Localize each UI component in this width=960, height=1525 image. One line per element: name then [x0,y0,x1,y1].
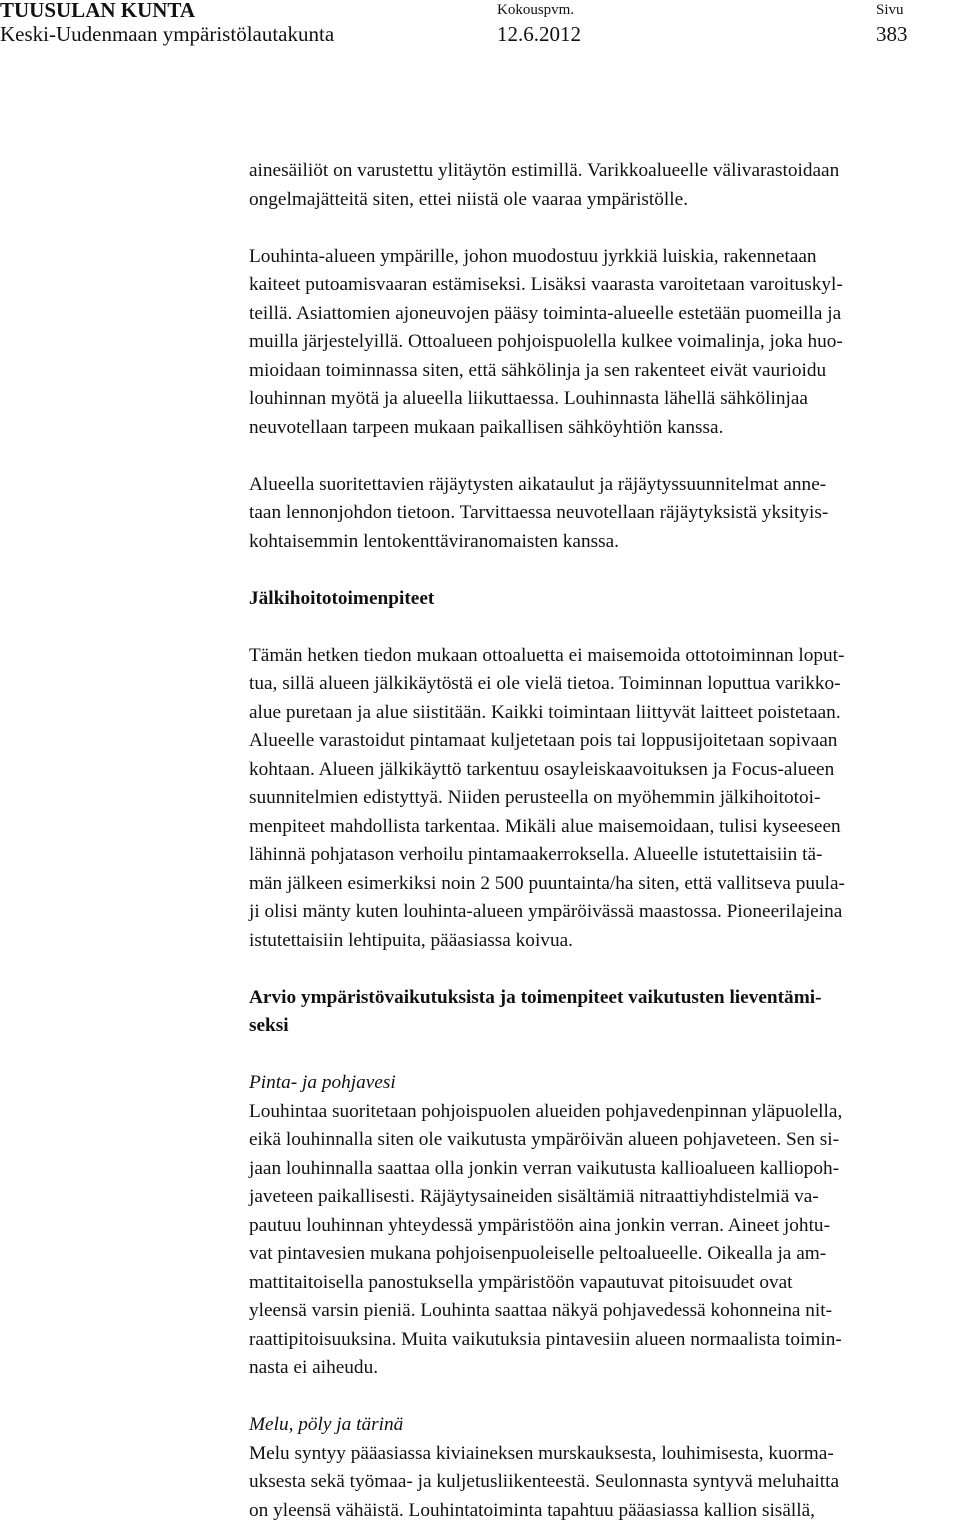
page-label: Sivu [876,2,904,19]
text-line: menpiteet mahdollista tarkentaa. Mikäli alue maisemoidaan, tulisi kyseeseen [249,813,959,842]
heading-line: seksi [249,1012,959,1041]
text-line: vat pintavesien mukana pohjoisenpuoleiselle peltoalueelle. Oikealla ja am- [249,1240,959,1269]
subheading-noise: Melu, pöly ja tärinä [249,1411,959,1440]
paragraph-blasting [249,471,959,557]
text-line: Louhinta-alueen ympärille, johon muodostuu jyrkkiä luiskia, rakennetaan [249,243,959,272]
heading-line: Arvio ympäristövaikutuksista ja toimenpiteet vaikutusten lieventämi- [249,984,959,1013]
document-header [0,0,960,56]
text-line: lähinnä pohjatason verhoilu pintamaakerroksella. Alueelle istutettaisiin tä- [249,841,959,870]
subheading-water: Pinta- ja pohjavesi [249,1069,959,1098]
text-line: ainesäiliöt on varustettu ylitäytön estimillä. Varikkoalueelle välivarastoidaan [249,157,959,186]
text-line: pautuu louhinnan yhteydessä ympäristöön aina jonkin verran. Aineet johtu- [249,1212,959,1241]
page-number: 383 [876,22,908,47]
text-line: tua, sillä alueen jälkikäytöstä ei ole vielä tietoa. Toiminnan loputtua varikko- [249,670,959,699]
text-line: neuvotellaan tarpeen mukaan paikallisen sähköyhtiön kanssa. [249,414,959,443]
text-line: yleensä varsin pieniä. Louhinta saattaa näkyä pohjavedessä kohonneina nit- [249,1297,959,1326]
text-line: Alueella suoritettavien räjäytysten aikataulut ja räjäytyssuunnitelmat anne- [249,471,959,500]
text-line: taan lennonjohdon tietoon. Tarvittaessa neuvotellaan räjäytyksistä yksityis- [249,499,959,528]
text-line: raattipitoisuuksina. Muita vaikutuksia pintavesiin alueen normaalista toimin- [249,1326,959,1355]
text-line: suunnitelmien edistyttyä. Niiden perusteella on myöhemmin jälkihoitotoi- [249,784,959,813]
meeting-date-label: Kokouspvm. [497,2,574,19]
text-line: ji olisi mänty kuten louhinta-alueen ympäröivässä maastossa. Pioneerilajeina [249,898,959,927]
text-line: Tämän hetken tiedon mukaan ottoaluetta ei maisemoida ottotoiminnan loput- [249,642,959,671]
paragraph-water [249,1098,959,1383]
text-line: män jälkeen esimerkiksi noin 2 500 puuntainta/ha siten, että vallitseva puula- [249,870,959,899]
text-line: mattitaitoisella panostuksella ympäristöön vapautuvat pitoisuudet ovat [249,1269,959,1298]
text-line: Alueelle varastoidut pintamaat kuljetetaan pois tai loppusijoitetaan sopivaan [249,727,959,756]
document-body [249,157,959,1525]
meeting-date: 12.6.2012 [497,22,581,47]
text-line: alue puretaan ja alue siistitään. Kaikki toimintaan liittyvät laitteet poistetaan. [249,699,959,728]
section-heading-assessment [249,984,959,1041]
text-line: jaan louhinnalla saattaa olla jonkin verran vaikutusta kallioalueen kalliopoh- [249,1155,959,1184]
text-line: ongelmajätteitä siten, ettei niistä ole vaaraa ympäristölle. [249,186,959,215]
text-line: louhinnan myötä ja alueella liikuttaessa. Louhinnasta lähellä sähkölinjaa [249,385,959,414]
text-line: javeteen paikallisesti. Räjäytysaineiden sisältämiä nitraattiyhdistelmiä va- [249,1183,959,1212]
municipality-name: TUUSULAN KUNTA [0,0,195,23]
paragraph-safety [249,243,959,443]
text-line: kaiteet putoamisvaaran estämiseksi. Lisäksi vaarasta varoitetaan varoituskyl- [249,271,959,300]
text-line: kohtaan. Alueen jälkikäyttö tarkentuu osayleiskaavoituksen ja Focus-alueen [249,756,959,785]
text-line: muilla järjestelyillä. Ottoalueen pohjoispuolella kulkee voimalinja, joka huo- [249,328,959,357]
paragraph-storage [249,157,959,214]
text-line: eikä louhinnalla siten ole vaikutusta ympäröivän alueen pohjaveteen. Sen si- [249,1126,959,1155]
paragraph-aftercare [249,642,959,956]
section-heading-aftercare: Jälkihoitotoimenpiteet [249,585,959,614]
paragraph-noise [249,1440,959,1525]
text-line: on yleensä vähäistä. Louhintatoiminta tapahtuu pääasiassa kallion sisällä, [249,1497,959,1525]
text-line: kohtaisemmin lentokenttäviranomaisten kanssa. [249,528,959,557]
text-line: uksesta sekä työmaa- ja kuljetusliikenteestä. Seulonnasta syntyvä meluhaitta [249,1468,959,1497]
text-line: teillä. Asiattomien ajoneuvojen pääsy toiminta-alueelle estetään puomeilla ja [249,300,959,329]
text-line: Melu syntyy pääasiassa kiviaineksen murskauksesta, louhimisesta, kuorma- [249,1440,959,1469]
text-line: nasta ei aiheudu. [249,1354,959,1383]
text-line: Louhintaa suoritetaan pohjoispuolen alueiden pohjavedenpinnan yläpuolella, [249,1098,959,1127]
text-line: istutettaisiin lehtipuita, pääasiassa koivua. [249,927,959,956]
committee-name: Keski-Uudenmaan ympäristölautakunta [0,22,334,47]
text-line: mioidaan toiminnassa siten, että sähkölinja ja sen rakenteet eivät vaurioidu [249,357,959,386]
